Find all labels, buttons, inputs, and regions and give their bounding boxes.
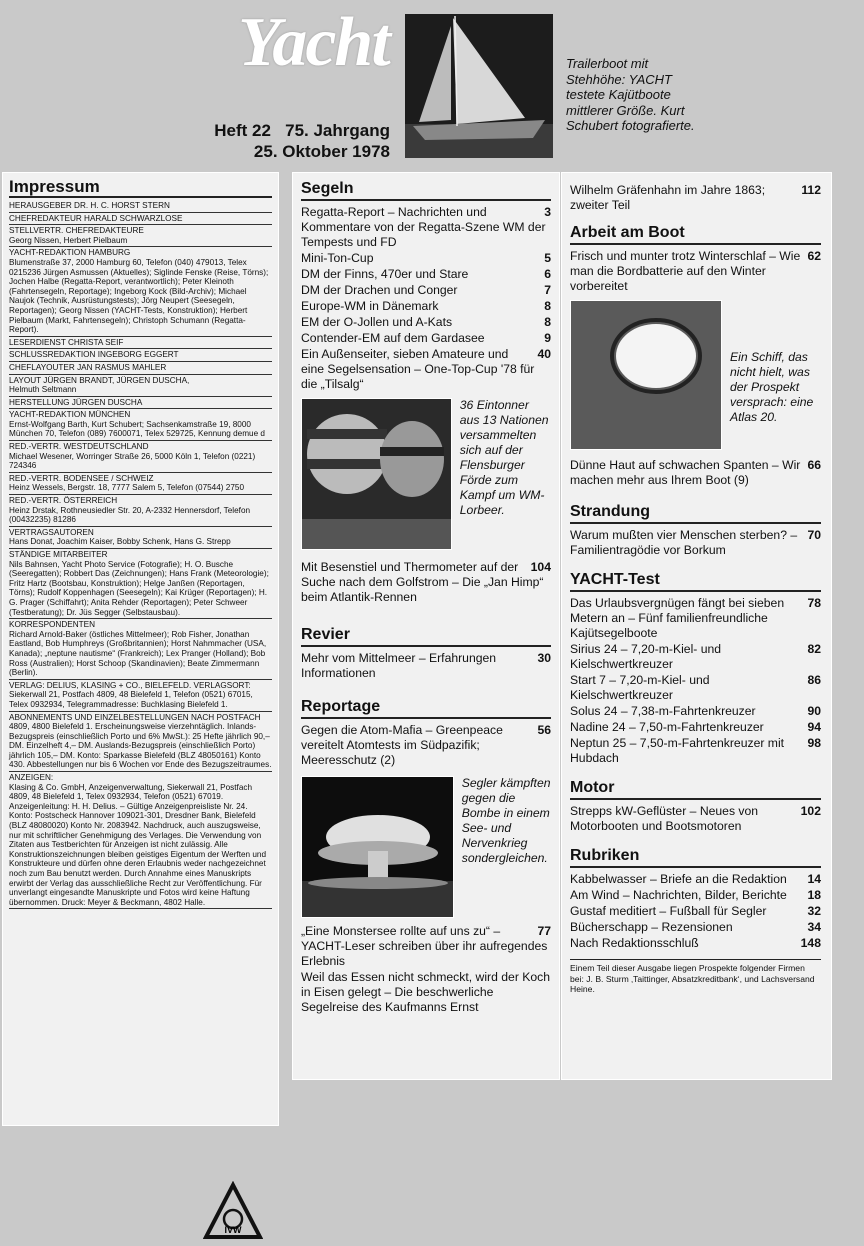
section-title-arbeit: Arbeit am Boot xyxy=(570,223,821,245)
impressum-body: Heinz Wessels, Bergstr. 18, 7777 Salem 5, Telefon (07544) 2750 xyxy=(9,483,244,493)
impressum-item xyxy=(9,362,272,375)
toc-entry xyxy=(570,888,821,903)
page-number: 104 xyxy=(530,560,551,574)
yachttest-list xyxy=(570,596,821,766)
toc-entry xyxy=(570,642,821,672)
impressum-head: STÄNDIGE MITARBEITER xyxy=(9,550,108,559)
page-number: 98 xyxy=(807,736,821,750)
toc-entry xyxy=(301,205,551,250)
spinnaker-image xyxy=(302,399,452,549)
entry-text: Sirius 24 – 7,20-m-Kiel- und Kielschwertkreuzer xyxy=(570,642,722,671)
strandung-list xyxy=(570,528,821,558)
entry-text: Gegen die Atom-Mafia – Greenpeace vereitelt Atomtests im Südpazifik; Meeresschutz (2) xyxy=(301,723,503,767)
page-number: 5 xyxy=(544,251,551,265)
page-number: 112 xyxy=(801,183,821,197)
page-number: 77 xyxy=(537,924,551,938)
date-line: 25. Oktober 1978 xyxy=(253,142,390,161)
impressum-item xyxy=(9,409,272,441)
impressum-head: CHEFLAYOUTER JAN RASMUS MAHLER xyxy=(9,362,167,372)
entry-text: Mehr vom Mittelmeer – Erfahrungen Informationen xyxy=(301,651,497,680)
toc-entry xyxy=(570,872,821,887)
entry-text: Warum mußten vier Menschen sterben? – Familientragödie vor Borkum xyxy=(570,528,798,557)
entry-text: Regatta-Report – Nachrichten und Kommentare von der Regatta-Szene WM der Tempests und FD xyxy=(301,205,546,249)
impressum-head: RED.-VERTR. BODENSEE / SCHWEIZ xyxy=(9,473,154,483)
page-number: 82 xyxy=(807,642,821,656)
toc-entry xyxy=(570,920,821,935)
revier-list xyxy=(301,651,551,681)
regatta-caption: 36 Eintonner aus 13 Nationen versammelten sich auf der Flensburger Förde zum Kampf um WM-Lorbeer. xyxy=(459,398,549,517)
impressum-item xyxy=(9,619,272,680)
impressum-item xyxy=(9,200,272,213)
cover-caption: Trailerboot mit Stehhöhe: YACHT testete Kajütboote mittlerer Größe. Kurt Schubert fotografierte. xyxy=(566,56,695,133)
toc-entry xyxy=(301,299,551,314)
impressum-panel xyxy=(2,172,279,1235)
impressum-head: LESERDIENST CHRISTA SEIF xyxy=(9,337,124,347)
page-number: 86 xyxy=(807,673,821,687)
impressum-head: HERSTELLUNG JÜRGEN DUSCHA xyxy=(9,397,143,407)
entry-text: Bücherschapp – Rezensionen xyxy=(570,920,733,934)
page-number: 148 xyxy=(800,936,821,950)
section-title-motor: Motor xyxy=(570,778,821,800)
toc-entry xyxy=(301,251,551,266)
impressum-item xyxy=(9,375,272,397)
entry-text: EM der O-Jollen und A-Kats xyxy=(301,315,453,329)
toc-entry xyxy=(570,458,821,488)
impressum-head: RED.-VERTR. ÖSTERREICH xyxy=(9,496,118,506)
entry-text: Das Urlaubsvergnügen fängt bei sieben Metern an – Fünf familienfreundliche Kajütsegelboote xyxy=(570,596,785,640)
toc-entry xyxy=(301,315,551,330)
motor-list xyxy=(570,804,821,834)
impressum-head: VERLAG: DELIUS, KLASING + CO., BIELEFELD. VERLAGSORT: xyxy=(9,680,251,690)
reportage-list-2 xyxy=(301,924,551,1015)
impressum-head: HERAUSGEBER DR. H. C. HORST STERN xyxy=(9,201,170,210)
entry-text: Ein Außenseiter, sieben Amateure und eine Segelsensation – One-Top-Cup '78 für die „Tilsalg“ xyxy=(301,347,535,391)
segeln-list-2 xyxy=(301,560,551,605)
cover-photo xyxy=(405,14,553,158)
toc-entry xyxy=(570,528,821,558)
impressum-item xyxy=(9,247,272,336)
toc-entry xyxy=(570,720,821,735)
impressum-head: ABONNEMENTS UND EINZELBESTELLUNGEN NACH POSTFACH xyxy=(9,712,261,722)
impressum-body: Georg Nissen, Herbert Pielbaum xyxy=(9,235,128,245)
page-number: 56 xyxy=(537,723,551,737)
page-number: 14 xyxy=(807,872,821,886)
impressum-item xyxy=(9,213,272,226)
impressum-body: Michael Wesener, Worringer Straße 26, 5000 Köln 1, Telefon (0221) 724346 xyxy=(9,451,256,471)
impressum-body: Heinz Drstak, Rothneusiedler Str. 20, A-2332 Hennersdorf, Telefon (00432235) 81286 xyxy=(9,505,251,525)
entry-text: Mini-Ton-Cup xyxy=(301,251,374,265)
impressum-item xyxy=(9,549,272,619)
entry-text: „Eine Monstersee rollte auf uns zu“ – YACHT-Leser schreiben über ihr aufregendes Erlebnis xyxy=(301,924,548,968)
ivw-triangle-icon xyxy=(203,1181,263,1241)
impressum-body: Nils Bahnsen, Yacht Photo Service (Fotografie); H. O. Busche (Seeregatten); Robbert Das (Zeichnungen); Hans Frank (Meteorologie); Fritz Hartz (Bootsbau, Konstruktion); Helge Janßen (Reportagen, Törns); Rudolf Koppenhagen (Seesegeln); Kai Krüger (Reportagen); H. G. Prager (Schiffahrt); Anita Rehder (Reportagen); Peter Schweer (Testberatung); Dr. Jüs Segger (Selbstausbau). xyxy=(9,559,269,617)
impressum-body: Ernst-Wolfgang Barth, Kurt Schubert; Sachsenkamstraße 19, 8000 München 70, Telefon (089) 7600071, Telex 529725, Kennung demue d xyxy=(9,419,265,439)
toc-entry xyxy=(570,936,821,951)
impressum-item xyxy=(9,225,272,247)
issue-line: Heft 22 75. Jahrgang xyxy=(214,121,390,140)
impressum-head: YACHT-REDAKTION HAMBURG xyxy=(9,248,131,258)
impressum-item xyxy=(9,772,272,909)
entry-text: Nadine 24 – 7,50-m-Fahrtenkreuzer xyxy=(570,720,764,734)
impressum-head: STELLVERTR. CHEFREDAKTEURE xyxy=(9,226,144,236)
yacht-logo: Yacht xyxy=(238,4,389,81)
impressum-body: Hans Donat, Joachim Kaiser, Bobby Schenk, Hans G. Strepp xyxy=(9,537,231,547)
entry-text: Am Wind – Nachrichten, Bilder, Berichte xyxy=(570,888,787,902)
entry-text: DM der Drachen und Conger xyxy=(301,283,458,297)
impressum-item xyxy=(9,712,272,773)
page-number: 9 xyxy=(544,331,551,345)
toc-entry xyxy=(301,267,551,282)
impressum-title: Impressum xyxy=(9,178,272,198)
section-title-rubriken: Rubriken xyxy=(570,846,821,868)
arbeit-list xyxy=(570,249,821,294)
reportage-list xyxy=(301,723,551,768)
entry-text: Start 7 – 7,20-m-Kiel- und Kielschwertkreuzer xyxy=(570,673,710,702)
toc-entry xyxy=(301,924,551,969)
rubriken-list xyxy=(570,872,821,951)
section-title-revier: Revier xyxy=(301,625,551,647)
impressum-item xyxy=(9,337,272,350)
page-number: 8 xyxy=(544,299,551,313)
hull-hole-image xyxy=(571,301,721,449)
impressum-head: CHEFREDAKTEUR HARALD SCHWARZLOSE xyxy=(9,213,183,223)
page-number: 34 xyxy=(807,920,821,934)
page-number: 94 xyxy=(807,720,821,734)
toc-entry xyxy=(301,560,551,605)
entry-text: DM der Finns, 470er und Stare xyxy=(301,267,469,281)
impressum-item xyxy=(9,349,272,362)
impressum-item xyxy=(9,527,272,549)
atom-photo xyxy=(301,776,454,918)
toc-entry xyxy=(570,249,821,294)
toc-entry xyxy=(301,331,551,346)
page-number: 7 xyxy=(544,283,551,297)
toc-entry xyxy=(301,347,551,392)
ads-note: Einem Teil dieser Ausgabe liegen Prospekte folgender Firmen bei: J. B. Sturm ‚Taittinger, Absatzkreditbank‘, und Lachsversand Heine. xyxy=(570,959,821,995)
impressum-head: KORRESPONDENTEN xyxy=(9,620,95,630)
toc-entry xyxy=(570,596,821,641)
impressum-head: VERTRAGSAUTOREN xyxy=(9,527,94,537)
impressum-head: RED.-VERTR. WESTDEUTSCHLAND xyxy=(9,442,149,452)
segeln-list xyxy=(301,205,551,392)
page-number: 102 xyxy=(800,804,821,818)
section-title-reportage: Reportage xyxy=(301,697,551,719)
page-number: 70 xyxy=(807,528,821,542)
entry-text: Contender-EM auf dem Gardasee xyxy=(301,331,485,345)
mushroom-cloud-image xyxy=(302,777,454,917)
right-top-list xyxy=(570,183,821,213)
entry-text: Nach Redaktionsschluß xyxy=(570,936,699,950)
page-number: 40 xyxy=(537,347,551,361)
sailboat-image xyxy=(405,14,553,158)
impressum-head: ANZEIGEN: xyxy=(9,773,54,783)
entry-text: Strepps kW-Geflüster – Neues von Motorbooten und Bootsmotoren xyxy=(570,804,759,833)
impressum-body: Helmuth Seltmann xyxy=(9,385,77,395)
toc-entry xyxy=(570,804,821,834)
page-number: 32 xyxy=(807,904,821,918)
toc-entry xyxy=(301,723,551,768)
hull-caption: Ein Schiff, das nicht hielt, was der Prospekt versprach: eine Atlas 20. xyxy=(730,350,814,424)
section-title-strandung: Strandung xyxy=(570,502,821,524)
entry-text: Kabbelwasser – Briefe an die Redaktion xyxy=(570,872,787,886)
entry-text: Neptun 25 – 7,50-m-Fahrtenkreuzer mit Hubdach xyxy=(570,736,785,765)
section-title-segeln: Segeln xyxy=(301,179,551,201)
impressum-item xyxy=(9,397,272,410)
toc-entry xyxy=(570,704,821,719)
toc-entry xyxy=(570,673,821,703)
entry-text: Gustaf meditiert – Fußball für Segler xyxy=(570,904,767,918)
page-number: 18 xyxy=(807,888,821,902)
toc-entry xyxy=(570,183,821,213)
impressum-head: YACHT-REDAKTION MÜNCHEN xyxy=(9,410,131,420)
impressum-item xyxy=(9,680,272,712)
toc-entry xyxy=(570,736,821,766)
toc-entry xyxy=(301,970,551,1015)
atom-caption: Segler kämpften gegen die Bombe in einem See- und Nervenkrieg sondergleichen. xyxy=(461,776,551,865)
entry-text: Solus 24 – 7,38-m-Fahrtenkreuzer xyxy=(570,704,756,718)
page-number: 30 xyxy=(537,651,551,665)
page-number: 78 xyxy=(807,596,821,610)
page-number: 6 xyxy=(544,267,551,281)
entry-text: Europe-WM in Dänemark xyxy=(301,299,439,313)
page-number: 62 xyxy=(807,249,821,263)
right-column xyxy=(561,172,832,1080)
impressum-body: Klasing & Co. GmbH, Anzeigenverwaltung, Siekerwall 21, Postfach 4809, 48 Bielefeld 1, Telex 0932934, Telefon (0521) 67019. Anzeigenleitung: H. H. Delius. – Gültige Anzeigenpreisliste Nr. 24. Konto: Postscheck Hannover 109021-301, Dresdner Bank, Bielefeld (BLZ 48080020) Konto Nr. 2083942. Nachdruck, auch auszugsweise, nur mit schriftlicher Genehmigung des Verlages. Die Verwendung von Zitaten aus Testberichten für Anzeigen ist nicht zulässig. Alle Konstruktionszeichnungen bleiben geistiges Eigentum der Werften und Konstrukteure und dürfen ohne deren Erlaubnis weder nachgezeichnet noch zum Bau benutzt werden. Durch Annahme eines Manuskripts erwirbt der Verlag das ausschließliche Recht zur Veröffentlichung. Für unverlangt eingesandte Manuskripte und Fotos wird keine Haftung übernommen. Druck: Meyer & Beckmann, 4802 Halle. xyxy=(9,782,267,907)
page-number: 3 xyxy=(544,205,551,219)
entry-text: Weil das Essen nicht schmeckt, wird der Koch in Eisen gelegt – Die beschwerliche Segelreise des Kaufmanns Ernst xyxy=(301,970,551,1014)
impressum-list xyxy=(9,200,272,909)
page-number: 8 xyxy=(544,315,551,329)
entry-text: Wilhelm Gräfenhahn im Jahre 1863; zweiter Teil xyxy=(570,183,766,212)
page-number: 90 xyxy=(807,704,821,718)
impressum-body: Blumenstraße 37, 2000 Hamburg 60, Telefon (040) 479013, Telex 0215236 Jürgen Asmussen (Aktuelles); Siglinde Fenske (Reise, Törns); Jochen Halbe (Regatta-Report, verantwortlich); Peter Kleinoth (Fahrtensegeln, Reportage); Ingeborg Kock (Bild-Archiv); Michael Naujok (Technik, Ausrüstungstests); Jörg Neupert (Seesegeln, Reportagen); Georg Nissen (YACHT-Tests, Konstruktion); Herbert Pielbaum (Markt, Fahrtensegeln); Christoph Schumann (Regatta-Report). xyxy=(9,257,269,335)
arbeit-list-2 xyxy=(570,458,821,488)
hull-photo xyxy=(570,300,722,450)
issue-info xyxy=(190,120,390,162)
impressum-item xyxy=(9,441,272,473)
middle-column xyxy=(292,172,560,1080)
regatta-photo xyxy=(301,398,452,550)
impressum-head: SCHLUSSREDAKTION INGEBORG EGGERT xyxy=(9,350,179,360)
impressum-body: 4809, 4800 Bielefeld 1. Erscheinungsweise vierzehntäglich. Inlands-Bezugspreis (einschließlich Porto und 6% MwSt.): 25 Hefte jährlich 90,– DM. Einzelheft 4,– DM. Auslands-Bezugspreis (einschließlich Porto) jährlich 105,– DM. Konto: Sparkasse Bielefeld (BLZ 48050161) Konto 430. Abbestellungen nur bis 6 Wochen vor Ende des Bezugszeitraumes. xyxy=(9,722,272,770)
impressum-item xyxy=(9,473,272,495)
page-number: 66 xyxy=(807,458,821,472)
section-title-yachttest: YACHT-Test xyxy=(570,570,821,592)
toc-entry xyxy=(301,283,551,298)
impressum-head: LAYOUT JÜRGEN BRANDT, JÜRGEN DUSCHA, xyxy=(9,375,190,385)
toc-entry xyxy=(301,651,551,681)
impressum-body: Richard Arnold-Baker (östliches Mittelmeer); Rob Fisher, Jonathan Eastland, Bob Humphreys (Großbritannien); Horst Nahmmacher (USA, Kanada); „neptune nautisme“ (Frankreich); Lex Pranger (Holland); Bob Ross (Australien); Horst Schoop (Skandinavien); Beate Zimmermann (Berlin). xyxy=(9,629,267,678)
impressum-body: Siekerwall 21, Postfach 4809, 48 Bielefeld 1, Telefon (0521) 67015, Telex 0932934, Telegrammadresse: Buchklasing Bielefeld 1. xyxy=(9,690,253,709)
entry-text: Mit Besenstiel und Thermometer auf der Suche nach dem Golfstrom – Die „Jan Himp“ beim Atlantik-Rennen xyxy=(301,560,544,604)
ivw-logo xyxy=(203,1181,263,1241)
impressum-item xyxy=(9,495,272,527)
entry-text: Frisch und munter trotz Winterschlaf – Wie man die Bordbatterie auf den Winter vorbereitet xyxy=(570,249,801,293)
toc-entry xyxy=(570,904,821,919)
entry-text: Dünne Haut auf schwachen Spanten – Wir machen mehr aus Ihrem Boot (9) xyxy=(570,458,801,487)
ivw-letters: IVW xyxy=(224,1225,242,1235)
